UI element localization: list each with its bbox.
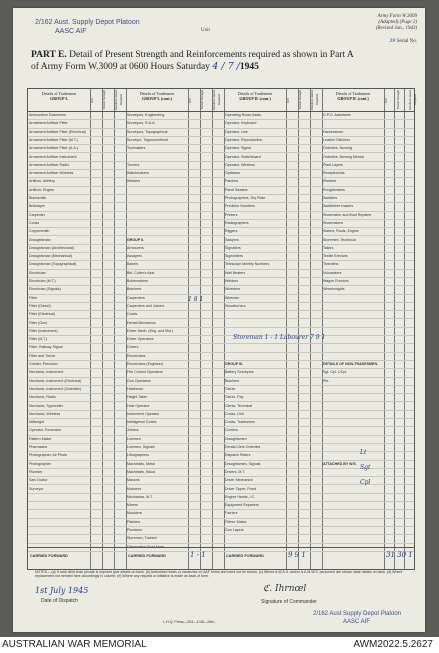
trade-label: Cooks, Tradesmen xyxy=(225,420,256,425)
footer-left: AUSTRALIAN WAR MEMORIAL xyxy=(2,639,147,650)
notes: NOTES.—(a) If rank other than private is required give details on back. (b) Authorised totals or vacancies on AAF forms and need not be shown. (c) Where A.W.A.S. and/or A.A.M.W.S. personnel are shown state details on back. (d) Where replacement not needed here accordingly in column. (e) Where any request or initiative is made as back of form. xyxy=(35,570,403,579)
trade-label: Storemen, Technical xyxy=(323,237,356,242)
trade-label: Fitter (Diesel) xyxy=(29,303,51,308)
trade-label: Machinists, Wood xyxy=(127,469,156,474)
column-header: Posted Strength xyxy=(200,90,204,110)
group-header xyxy=(28,91,90,101)
handwritten-entry: Storeman 1 - 1 Labourer 7 9 1 xyxy=(233,334,326,341)
form-ref-line3: (Revised Jan., 1943) xyxy=(375,26,417,31)
column-header: W.E. xyxy=(90,97,94,103)
trade-label: Mechanic, Typewriter xyxy=(29,403,63,408)
stamp-line1: 2/162 Aust. Supply Depot Platoon xyxy=(35,19,140,26)
trade-label: Curriers xyxy=(225,428,238,433)
trade-label: Fitter, Railway Signal xyxy=(29,345,63,350)
trade-label: Drivers, M.T. xyxy=(225,469,246,474)
trade-label: Farriers xyxy=(225,511,238,516)
group-label: GROUP II. (cont.) xyxy=(239,96,271,101)
group-header xyxy=(322,91,384,101)
form-ref-line1: Army Form W.3009 xyxy=(377,14,417,19)
trade-label: Armament Artificer Radio xyxy=(29,162,69,167)
trade-label: Mechanic, Radio xyxy=(29,395,56,400)
trade-label: Driver Tipper, Fixed xyxy=(225,486,257,491)
trade-label: Ammunition Examiners xyxy=(29,113,66,117)
trade-label: Lithographers xyxy=(127,453,149,458)
trade-label: Armourers xyxy=(127,245,144,250)
handwritten-entry: Lt xyxy=(360,449,367,456)
trade-label: Height Taker xyxy=(127,395,148,400)
trade-label: Saddletree makers xyxy=(323,204,354,209)
trade-label: Electricians xyxy=(127,353,146,358)
trade-label: Bricklayer xyxy=(29,204,45,209)
trade-label: Assayers xyxy=(127,254,142,259)
trade-label: Operator, Wireless xyxy=(225,162,255,167)
carried-forward-divider xyxy=(28,547,414,548)
carried-forward-label: CARRIED FORWARD xyxy=(226,554,264,558)
trade-label: Leather Stitchers xyxy=(323,137,351,142)
column-header: W.E. xyxy=(188,97,192,103)
trade-label: Armament Artificer Fitter (M.T.) xyxy=(29,137,78,142)
trade-label: Draughtsmen, Signals xyxy=(225,461,261,466)
trade-label: Turners xyxy=(127,162,140,167)
trade-label: Tinsmiths xyxy=(323,262,339,267)
trade-label: Orderlies, Nursing xyxy=(323,146,352,151)
trade-label: Engine Hands, I.C. xyxy=(225,494,256,499)
form-ref-line2: (Adapted) (Page 2) xyxy=(378,20,417,25)
unit-stamp-top xyxy=(35,18,140,36)
printer-imprint: L.H.Q. Press—204—1/45—25m. xyxy=(163,620,216,624)
trade-label: Blacksmith xyxy=(29,196,47,200)
trade-label: Plant Layers xyxy=(323,162,343,167)
unit-label: Unit xyxy=(201,28,210,33)
handwritten-entry: Sgt xyxy=(360,464,371,471)
trade-label: Rougheraters xyxy=(323,187,345,192)
column-header: W.E. xyxy=(286,97,290,103)
carried-forward-value: 31 30 1 xyxy=(386,551,413,559)
page-title xyxy=(31,50,361,73)
trade-label: Motorers xyxy=(127,486,142,491)
trade-label: Carpenter xyxy=(29,212,45,217)
column-header: Reinforce-ments Required xyxy=(114,90,123,110)
trade-label: Sawyers xyxy=(225,237,239,242)
trade-label: Storemen, Trained xyxy=(127,536,157,541)
trade-label: Orderlies, Nursing Mental xyxy=(323,154,364,159)
trade-label: Vulcanisers xyxy=(323,270,342,275)
trade-label: Driver Mech. (Eng. and Mot.) xyxy=(127,328,174,333)
trade-label: DETAILS OF NON-TRADESMEN. xyxy=(323,362,379,366)
trade-label: GROUP III. xyxy=(225,362,244,366)
stamp-bot-line1: 2/162 Aust Supply Depot Platoon xyxy=(313,611,402,617)
trade-label: Intelligence Duties xyxy=(127,420,157,425)
commander-signature: ℭ. Ӏhrnœl xyxy=(263,584,307,594)
trade-label: Harnessmen xyxy=(323,129,344,134)
tradesmen-label: Details of Tradesmen xyxy=(139,91,175,96)
trade-label: Mechanic, Instrument (Scientific) xyxy=(29,386,82,391)
trade-label: Signwriters xyxy=(225,254,243,259)
trade-label: Hole Operator xyxy=(127,403,150,408)
trade-label: Wheelers xyxy=(225,287,241,292)
trade-label: Watchmakers xyxy=(127,171,149,176)
trade-label: Draughtsmen xyxy=(225,436,247,441)
title-year: 1945 xyxy=(239,62,259,72)
trade-label: Dispatch Riders xyxy=(225,453,251,458)
trade-label: Clerks, Technical xyxy=(225,403,253,408)
trade-label: Bkt. Cutter's Asst. xyxy=(127,270,156,275)
trade-label: Observation Post Assts. xyxy=(127,544,166,549)
column-header: Posted Strength xyxy=(102,90,106,110)
trade-label: Moulders xyxy=(127,511,142,516)
trade-label: Saddlers xyxy=(323,196,338,200)
trade-label: Shoemaker and Boot Repairer xyxy=(323,212,372,217)
trade-label: ATTACHED BY W.E. xyxy=(323,461,357,466)
trade-label: Receptionists xyxy=(323,171,345,176)
trade-label: Opticians xyxy=(225,171,240,176)
carried-forward-value: 9 9 1 xyxy=(288,551,306,559)
trade-label: Fire Control Operators xyxy=(127,370,163,375)
trade-label: Photographers, Dry Plate xyxy=(225,196,266,200)
column-header: W.E. xyxy=(384,97,388,103)
column-header: Posted Strength xyxy=(396,90,400,110)
carried-forward-label: CARRIED FORWARD xyxy=(30,554,68,558)
trade-label: Mechanic, Instrument xyxy=(29,370,64,375)
trade-label: Armament Artificer Fitter (A.A.) xyxy=(29,146,78,151)
column-header: Posted Strength xyxy=(298,90,302,110)
column-header: Reinforce-ments Required xyxy=(212,90,221,110)
trade-label: Machinists, Metal xyxy=(127,461,155,466)
trade-label: Welders xyxy=(225,279,239,283)
trade-label: Butchers xyxy=(127,287,142,292)
trade-label: Shoemakers xyxy=(323,220,344,225)
trade-label: Operator, Switchboard xyxy=(225,154,261,159)
trade-label: Butchers xyxy=(225,378,240,383)
trade-label: Electrician (M.T.) xyxy=(29,279,56,283)
trade-label: Draughtsman xyxy=(29,237,51,242)
trade-label: Plumber xyxy=(29,469,43,474)
trade-label: Telescope Identity Numbers xyxy=(225,262,270,267)
trade-label: Saw Doctor xyxy=(29,478,48,483)
trade-label: Operating Room Assts. xyxy=(225,113,262,117)
trade-label: Cooks xyxy=(29,220,40,225)
trade-label: Boilermakers xyxy=(127,279,148,283)
trade-label: Gun Layers xyxy=(225,528,244,532)
trade-label: Armament Artificer Instrument xyxy=(29,154,77,159)
trade-label: Operator, Reproduction xyxy=(225,137,263,142)
handwritten-entry: 1 8 1 xyxy=(188,296,204,303)
trade-label: Plumbers xyxy=(127,528,143,532)
trade-label: GROUP II. xyxy=(127,237,145,242)
column-header: Reinforce-ments Required xyxy=(310,90,319,110)
trade-label: Painters xyxy=(127,519,141,524)
trade-label: Drivers xyxy=(127,345,139,350)
trade-label: Signallers xyxy=(225,245,241,250)
form-sheet xyxy=(13,8,425,632)
trade-label: Surveyor, Trigonometrical xyxy=(127,137,168,142)
trade-label: Wheelwrights xyxy=(323,287,345,292)
trade-label: Artificer, Artillery xyxy=(29,179,55,184)
serial-number xyxy=(389,38,417,44)
trade-label: Mechanic, Wireless xyxy=(29,411,61,416)
serial-label: Serial No. xyxy=(396,39,417,44)
trade-label: Clerks xyxy=(225,386,236,391)
tradesmen-label: Details of Tradesmen xyxy=(335,91,371,96)
trade-label: Photographer xyxy=(29,461,51,466)
column-header: Reinforce-ments Required xyxy=(408,90,417,110)
trade-label: Fitter (Gun) xyxy=(29,320,48,325)
signature-label: Signature of Commander xyxy=(261,599,317,605)
trade-label: Fitter and Turner xyxy=(29,353,56,358)
trade-label: Painters xyxy=(225,179,239,184)
group-label: GROUP I. (cont.) xyxy=(142,96,172,101)
group-header xyxy=(224,91,286,101)
trade-label: Radiographers xyxy=(225,220,249,225)
group-label: GROUP I. xyxy=(50,96,68,101)
trade-label: Hatchmen xyxy=(127,386,144,391)
trade-label: Driver Operators xyxy=(127,337,154,342)
handwritten-entry: Cpl xyxy=(360,479,371,486)
trade-label: Tailors xyxy=(323,245,334,250)
trade-label: Draughtsman (Mechanical) xyxy=(29,254,73,259)
trade-label: Clerks, Pay xyxy=(225,395,244,400)
unit-stamp-bottom xyxy=(313,610,401,626)
trade-label: Riveters xyxy=(323,179,337,184)
trade-label: Fitter (Instrument) xyxy=(29,328,58,333)
footer-bar xyxy=(0,637,439,653)
trade-label: Fitters' Mates xyxy=(225,519,247,524)
trade-label: Joiners xyxy=(127,428,139,433)
trade-label: Operator, Excavator xyxy=(29,428,61,433)
trade-label: Cooks, Unit xyxy=(225,411,244,416)
trade-label: Slaters, Roofs, Engine xyxy=(323,229,359,234)
trade-label: Sgt. Cpl. L/Cpl. xyxy=(323,370,348,375)
trade-label: Electrician xyxy=(29,270,46,275)
trade-label: Printers xyxy=(225,212,238,217)
trade-label: Wiremen xyxy=(225,295,240,300)
trade-label: Surveyor xyxy=(29,486,44,491)
trade-label: Miners xyxy=(127,503,138,508)
trade-label: Surveyors, Topographical xyxy=(127,129,168,134)
trade-label: Masons xyxy=(127,478,140,483)
trade-label: Driver Mechanics xyxy=(225,478,253,483)
trade-label: Welders xyxy=(127,179,141,184)
tradesmen-label: Details of Tradesmen xyxy=(41,91,77,96)
trade-label: G.P.O. Assistants xyxy=(323,113,351,117)
trade-label: Linemen xyxy=(127,436,141,441)
trade-label: Surveyors, R.A.A. xyxy=(127,121,156,126)
stamp-bot-line2: AASC AIF xyxy=(343,619,371,625)
trade-label: Panel Beaters xyxy=(225,187,248,192)
trade-label: Fitter (Electrical) xyxy=(29,312,56,317)
trade-label: Mechanics, M.T. xyxy=(127,494,153,499)
form-reference xyxy=(376,14,417,32)
trade-label: Coppersmith xyxy=(29,229,50,234)
group-label: GROUP II. (cont.) xyxy=(337,96,369,101)
trade-label: Wagon Erectors xyxy=(323,279,349,283)
serial-handwritten: 39 xyxy=(389,38,396,44)
trade-label: Draughtsman (Architectural) xyxy=(29,245,74,250)
trade-label: Carpenters xyxy=(127,295,145,300)
trade-label: Mechanic, Instrument (Electrical) xyxy=(29,378,82,383)
trade-label: Operator, Line xyxy=(225,129,248,134)
trade-label: Artificer, Engine xyxy=(29,187,55,192)
trade-label: Armament Artificer Wireless xyxy=(29,171,74,176)
trade-label: Photographer, Air Photo xyxy=(29,453,68,458)
trade-label: Dental Clerk Orderlies xyxy=(225,445,261,449)
trade-label: Armament Artificer Fitter (Electrical) xyxy=(29,129,86,134)
trade-label: Pharmacist xyxy=(29,445,47,449)
tradesmen-label: Details of Tradesmen xyxy=(237,91,273,96)
date-of-dispatch-label: Date of Dispatch xyxy=(41,598,78,604)
trade-label: Surveyors, Engineering xyxy=(127,113,165,117)
trade-label: Linemen, Signals xyxy=(127,445,155,449)
trade-label: Battery Surveyors xyxy=(225,370,254,375)
trade-label: Grinder, Precision xyxy=(29,362,58,366)
trade-label: Riggers xyxy=(225,229,238,234)
strength-table xyxy=(27,88,415,570)
trade-label: Carpenters and Joiners xyxy=(127,303,165,308)
trade-label: Fitter xyxy=(29,295,38,300)
trade-label: Draughtsman (Topographical) xyxy=(29,262,77,267)
trade-label: Toolmakers xyxy=(127,146,146,151)
title-text: Detail of Present Strength and Reinforcements required as shown in Part A of Army Form W.3009 at 0600 Hours Saturday xyxy=(31,50,354,72)
trade-label: Equipment Repairers xyxy=(225,503,259,508)
trade-label: Wall Beaters xyxy=(225,270,246,275)
trade-label: Operator, Signal xyxy=(225,146,251,151)
trade-label: Dental Mechanics xyxy=(127,320,156,325)
trade-label: Predictor Numbers xyxy=(225,204,255,209)
footer-right: AWM2022.5.2627 xyxy=(353,639,433,650)
stamp-line2: AASC AIF xyxy=(55,28,87,35)
trade-label: Pattern Maker xyxy=(29,436,52,441)
dispatch-date-handwritten: 1st July 1945 xyxy=(35,586,89,595)
trade-label: Cooks xyxy=(127,312,138,317)
trade-label: Operator, Keyboard xyxy=(225,121,257,126)
trade-label: Gun Operators xyxy=(127,378,151,383)
trade-label: Electrician (Signals) xyxy=(29,287,61,292)
title-part: PART E. xyxy=(31,50,67,60)
trade-label: Instrument Operator xyxy=(127,411,160,416)
trade-label: Textile Erectors xyxy=(323,254,348,259)
trade-label: Fitter (M.T.) xyxy=(29,337,48,342)
trade-label: Pte. xyxy=(323,378,330,383)
trade-label: Armament Artificer Fitter xyxy=(29,121,68,126)
trade-label: Bakers xyxy=(127,262,139,267)
carried-forward-value: 1 - 1 xyxy=(190,551,206,559)
title-date-handwritten: 4 / 7 / xyxy=(212,61,240,72)
trade-label: Woodturners xyxy=(225,303,246,308)
carried-forward-label: CARRIED FORWARD xyxy=(128,554,166,558)
group-header xyxy=(126,91,188,101)
trade-label: Electricians (Engineer) xyxy=(127,362,164,366)
trade-label: Millwright xyxy=(29,420,44,425)
